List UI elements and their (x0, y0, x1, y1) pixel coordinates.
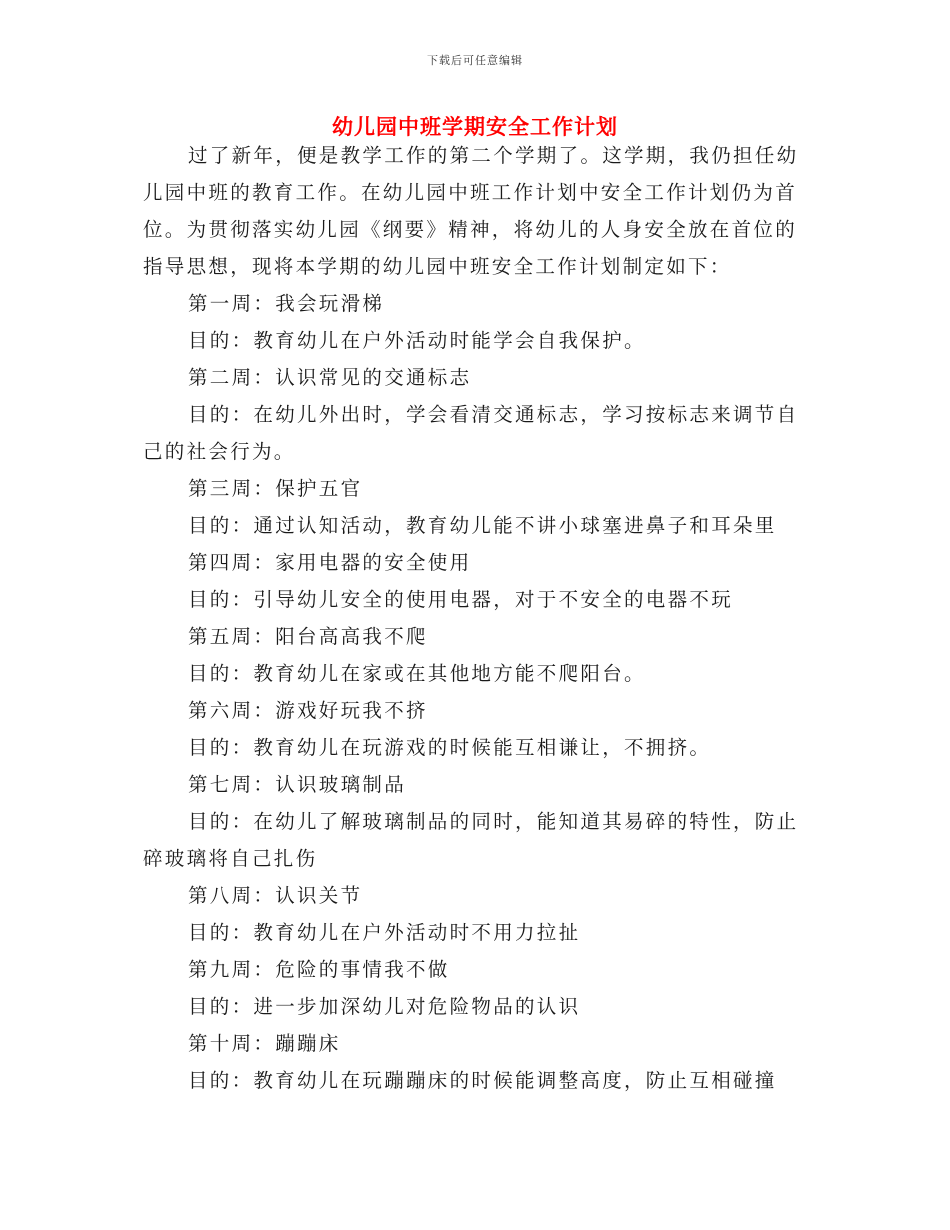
body-line: 目的：通过认知活动，教育幼儿能不讲小球塞进鼻子和耳朵里 (188, 514, 777, 537)
document-title: 幼儿园中班学期安全工作计划 (332, 115, 618, 139)
body-line: 第四周：家用电器的安全使用 (188, 551, 472, 574)
body-line: 目的：进一步加深幼儿对危险物品的认识 (188, 995, 581, 1018)
body-line: 碎玻璃将自己扎伤 (143, 847, 318, 870)
body-line: 第七周：认识玻璃制品 (188, 773, 407, 796)
body-line: 第二周：认识常见的交通标志 (188, 366, 472, 389)
body-line: 第一周：我会玩滑梯 (188, 292, 385, 315)
body-line: 第五周：阳台高高我不爬 (188, 625, 428, 648)
body-line: 目的：教育幼儿在玩蹦蹦床的时候能调整高度，防止互相碰撞 (188, 1069, 777, 1092)
header-note: 下载后可任意编辑 (427, 54, 523, 67)
body-line: 过了新年，便是教学工作的第二个学期了。这学期，我仍担任幼 (188, 144, 799, 167)
body-line: 第三周：保护五官 (188, 477, 363, 500)
document-body (143, 137, 803, 1099)
body-line: 第八周：认识关节 (188, 884, 363, 907)
body-line: 第九周：危险的事情我不做 (188, 958, 450, 981)
body-line: 目的：在幼儿了解玻璃制品的同时，能知道其易碎的特性，防止 (188, 810, 799, 833)
body-line: 目的：教育幼儿在家或在其他地方能不爬阳台。 (188, 662, 646, 685)
body-line: 第六周：游戏好玩我不挤 (188, 699, 428, 722)
body-line: 目的：在幼儿外出时，学会看清交通标志，学习按标志来调节自 (188, 403, 799, 426)
body-line: 目的：教育幼儿在户外活动时能学会自我保护。 (188, 329, 646, 352)
body-line: 目的：教育幼儿在玩游戏的时候能互相谦让，不拥挤。 (188, 736, 712, 759)
body-line: 指导思想，现将本学期的幼儿园中班安全工作计划制定如下： (143, 255, 732, 278)
body-line: 己的社会行为。 (143, 440, 296, 463)
body-line: 目的：教育幼儿在户外活动时不用力拉扯 (188, 921, 581, 944)
body-line: 第十周：蹦蹦床 (188, 1032, 341, 1055)
body-line: 位。为贯彻落实幼儿园《纲要》精神，将幼儿的人身安全放在首位的 (143, 218, 798, 241)
body-line: 儿园中班的教育工作。在幼儿园中班工作计划中安全工作计划仍为首 (143, 181, 798, 204)
body-line: 目的：引导幼儿安全的使用电器，对于不安全的电器不玩 (188, 588, 734, 611)
